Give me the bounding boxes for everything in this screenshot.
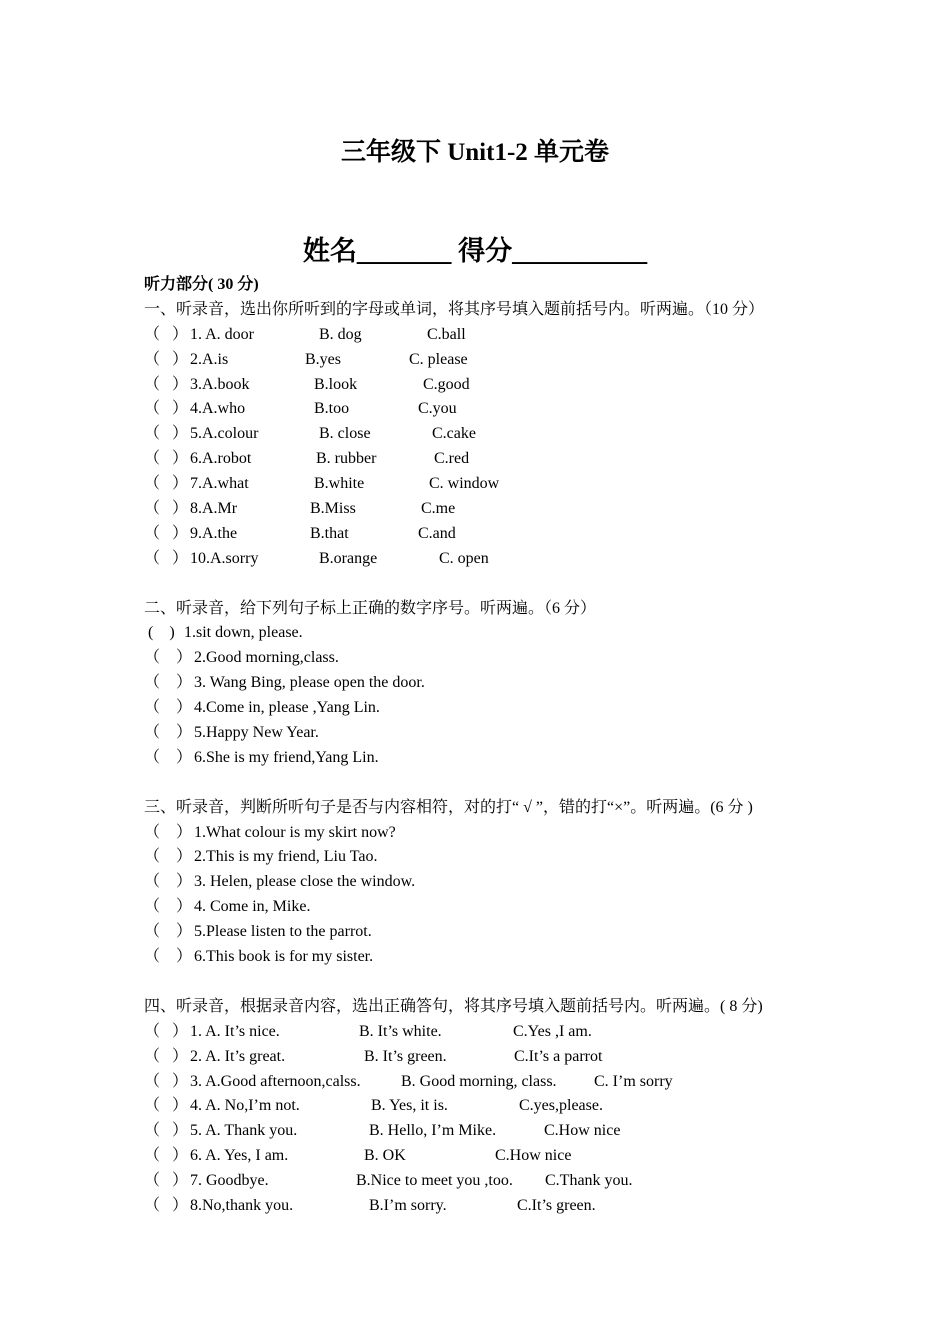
option-a: 7. Goodbye. xyxy=(190,1172,269,1190)
option-a: 6.A.robot xyxy=(190,450,252,468)
answer-paren[interactable]: （ ） xyxy=(144,1047,189,1065)
answer-paren[interactable]: （ ） xyxy=(144,674,193,692)
answer-paren[interactable]: （ ） xyxy=(144,1172,189,1190)
sentence-text: 1.What colour is my skirt now? xyxy=(194,823,396,841)
option-b: B. rubber xyxy=(316,450,377,468)
option-c: C.It’s green. xyxy=(517,1196,596,1214)
answer-paren[interactable]: （ ） xyxy=(144,1147,189,1165)
option-c: C.cake xyxy=(432,425,476,443)
option-b: B.Miss xyxy=(310,500,356,518)
sentence-text: 2.This is my friend, Liu Tao. xyxy=(194,848,378,866)
answer-paren[interactable]: （ ） xyxy=(144,748,193,766)
option-a: 8.No,thank you. xyxy=(190,1196,294,1214)
sentence-text: 4.Come in, please ,Yang Lin. xyxy=(194,699,380,717)
option-b: B. dog xyxy=(319,325,362,343)
list-item xyxy=(144,472,844,497)
option-a: 5.A.colour xyxy=(190,425,259,443)
option-a: 3. A.Good afternoon,calss. xyxy=(190,1072,361,1090)
list-item xyxy=(144,870,844,895)
answer-paren[interactable]: （ ） xyxy=(144,823,193,841)
sentence-text: 6.She is my friend,Yang Lin. xyxy=(194,748,379,766)
list-item xyxy=(144,522,844,547)
section1-instruction: 一、听录音，选出你所听到的字母或单词，将其序号填入题前括号内。听两遍。（10 分） xyxy=(144,300,765,318)
section4-list xyxy=(144,1020,844,1219)
list-item xyxy=(144,746,844,771)
option-a: 5. A. Thank you. xyxy=(190,1122,298,1140)
option-c: C.good xyxy=(423,375,470,393)
option-a: 4.A.who xyxy=(190,400,246,418)
sentence-text: 2.Good morning,class. xyxy=(194,649,339,667)
answer-paren[interactable]: （ ） xyxy=(144,923,193,941)
option-a: 10.A.sorry xyxy=(190,549,259,567)
answer-paren[interactable]: （ ） xyxy=(144,1122,189,1140)
option-c: C.me xyxy=(421,500,456,518)
answer-paren[interactable]: ( ) xyxy=(144,624,175,642)
sentence-text: 3. Helen, please close the window. xyxy=(194,873,416,891)
list-item xyxy=(144,1045,844,1070)
sentence-text: 4. Come in, Mike. xyxy=(194,898,311,916)
list-item xyxy=(144,1144,844,1169)
sentence-text: 5.Please listen to the parrot. xyxy=(194,923,372,941)
answer-paren[interactable]: （ ） xyxy=(144,898,193,916)
option-c: C.and xyxy=(418,524,456,542)
list-item xyxy=(144,1194,844,1219)
option-c: C. please xyxy=(409,350,468,368)
sentence-text: 5.Happy New Year. xyxy=(194,724,319,742)
list-item xyxy=(144,497,844,522)
list-item xyxy=(144,1169,844,1194)
option-c: C.Thank you. xyxy=(545,1172,633,1190)
option-b: B. It’s green. xyxy=(364,1047,447,1065)
option-a: 8.A.Mr xyxy=(190,500,238,518)
answer-paren[interactable]: （ ） xyxy=(144,1072,189,1090)
list-item xyxy=(144,945,844,970)
answer-paren[interactable]: （ ） xyxy=(144,400,189,418)
option-a: 6. A. Yes, I am. xyxy=(190,1147,289,1165)
section3-instruction: 三、听录音，判断所听句子是否与内容相符，对的打“ √ ”，错的打“×”。听两遍。(6 分 ) xyxy=(144,798,753,816)
section2-instruction: 二、听录音，给下列句子标上正确的数字序号。听两遍。（6 分） xyxy=(144,599,597,617)
option-a: 2.A.is xyxy=(190,350,229,368)
answer-paren[interactable]: （ ） xyxy=(144,350,189,368)
sentence-text: 1.sit down, please. xyxy=(184,624,303,642)
option-c: C.How nice xyxy=(495,1147,572,1165)
list-item xyxy=(144,1070,844,1095)
option-b: B.white xyxy=(314,475,365,493)
option-a: 1. A. It’s nice. xyxy=(190,1022,280,1040)
option-b: B.I’m sorry. xyxy=(369,1196,447,1214)
list-item xyxy=(144,1119,844,1144)
page-title: 三年级下 Unit1-2 单元卷 xyxy=(340,139,610,166)
option-b: B.look xyxy=(314,375,358,393)
option-c: C. open xyxy=(439,549,489,567)
section2-list xyxy=(144,621,844,770)
answer-paren[interactable]: （ ） xyxy=(144,475,189,493)
list-item xyxy=(144,397,844,422)
option-c: C.you xyxy=(418,400,457,418)
list-item xyxy=(144,1020,844,1045)
answer-paren[interactable]: （ ） xyxy=(144,724,193,742)
list-item xyxy=(144,920,844,945)
option-a: 3.A.book xyxy=(190,375,250,393)
option-c: C.red xyxy=(434,450,470,468)
option-a: 2. A. It’s great. xyxy=(190,1047,286,1065)
list-item xyxy=(144,447,844,472)
option-a: 4. A. No,I’m not. xyxy=(190,1097,300,1115)
list-item xyxy=(144,646,844,671)
answer-paren[interactable]: （ ） xyxy=(144,1022,189,1040)
section1-list xyxy=(144,323,844,572)
option-a: 1. A. door xyxy=(190,325,254,343)
option-c: C.How nice xyxy=(544,1122,621,1140)
option-c: C.Yes ,I am. xyxy=(513,1022,592,1040)
answer-paren[interactable]: （ ） xyxy=(144,450,189,468)
option-c: C. I’m sorry xyxy=(594,1072,673,1090)
option-b: B. close xyxy=(319,425,371,443)
answer-paren[interactable]: （ ） xyxy=(144,699,193,717)
list-item xyxy=(144,1094,844,1119)
option-c: C. window xyxy=(429,475,500,493)
answer-paren[interactable]: （ ） xyxy=(144,549,189,567)
option-b: B. Good morning, class. xyxy=(401,1072,557,1090)
list-item xyxy=(144,671,844,696)
answer-paren[interactable]: （ ） xyxy=(144,649,193,667)
answer-paren[interactable]: （ ） xyxy=(144,873,193,891)
option-a: 7.A.what xyxy=(190,475,249,493)
answer-paren[interactable]: （ ） xyxy=(144,500,189,518)
answer-paren[interactable]: （ ） xyxy=(144,948,193,966)
option-a: 9.A.the xyxy=(190,524,238,542)
option-b: B.orange xyxy=(319,549,378,567)
list-item xyxy=(144,821,844,846)
list-item xyxy=(144,323,844,348)
answer-paren[interactable]: （ ） xyxy=(144,1097,189,1115)
option-b: B. Yes, it is. xyxy=(371,1097,448,1115)
option-b: B.Nice to meet you ,too. xyxy=(356,1172,513,1190)
answer-paren[interactable]: （ ） xyxy=(144,375,189,393)
list-item xyxy=(144,348,844,373)
list-item xyxy=(144,696,844,721)
sentence-text: 6.This book is for my sister. xyxy=(194,948,374,966)
answer-paren[interactable]: （ ） xyxy=(144,425,189,443)
answer-paren[interactable]: （ ） xyxy=(144,524,189,542)
list-item xyxy=(144,422,844,447)
answer-paren[interactable]: （ ） xyxy=(144,325,189,343)
list-item xyxy=(144,373,844,398)
option-b: B.yes xyxy=(305,350,341,368)
sentence-text: 3. Wang Bing, please open the door. xyxy=(194,674,425,692)
section4-instruction: 四、听录音，根据录音内容，选出正确答句，将其序号填入题前括号内。听两遍。( 8 分) xyxy=(144,997,763,1015)
answer-paren[interactable]: （ ） xyxy=(144,1196,189,1214)
option-b: B. It’s white. xyxy=(359,1022,442,1040)
name-score-line: 姓名_______ 得分__________ xyxy=(302,236,648,266)
section3-list xyxy=(144,821,844,970)
list-item xyxy=(144,845,844,870)
list-item xyxy=(144,621,844,646)
option-b: B. OK xyxy=(364,1147,406,1165)
list-item xyxy=(144,895,844,920)
list-item xyxy=(144,721,844,746)
listening-header: 听力部分( 30 分) xyxy=(144,276,259,293)
option-c: C.yes,please. xyxy=(519,1097,603,1115)
option-b: B.that xyxy=(310,524,349,542)
option-c: C.ball xyxy=(427,325,466,343)
answer-paren[interactable]: （ ） xyxy=(144,848,193,866)
option-b: B.too xyxy=(314,400,350,418)
list-item xyxy=(144,547,844,572)
option-b: B. Hello, I’m Mike. xyxy=(369,1122,497,1140)
option-c: C.It’s a parrot xyxy=(514,1047,603,1065)
worksheet-content xyxy=(144,273,844,1219)
